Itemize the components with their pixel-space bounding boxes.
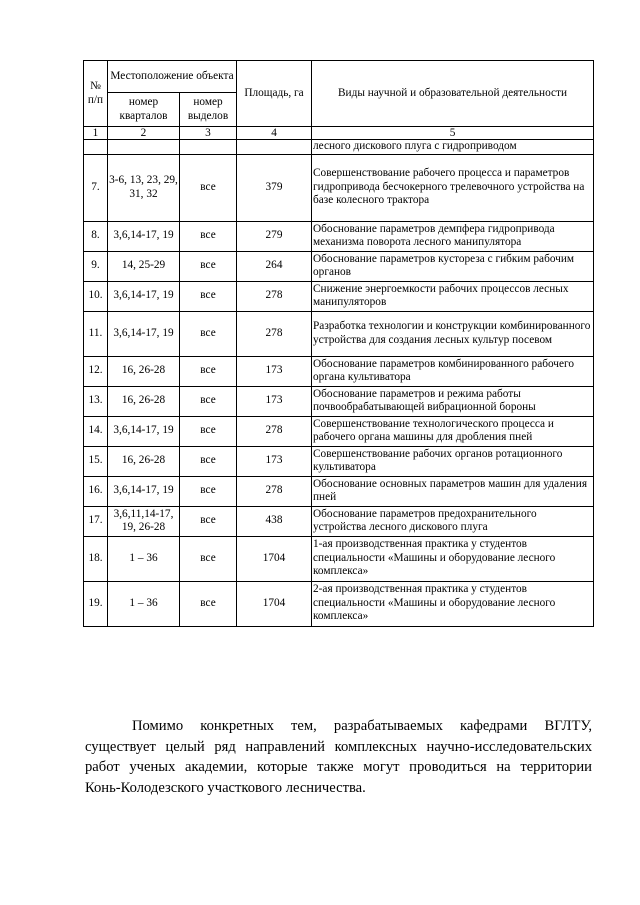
row-number: 8.	[84, 221, 108, 251]
row-plots: все	[180, 446, 237, 476]
row-plots: все	[180, 506, 237, 536]
row-quarters: 3,6,14-17, 19	[108, 416, 180, 446]
row-area: 264	[237, 251, 312, 281]
row-number: 12.	[84, 356, 108, 386]
row-activity: Обоснование параметров комбинированного рабочего органа культиватора	[312, 356, 594, 386]
table-row	[84, 154, 594, 221]
table-row	[84, 581, 594, 626]
row-area: 278	[237, 281, 312, 311]
empty-cell	[84, 140, 108, 155]
header-area: Площадь, га	[237, 61, 312, 127]
row-plots: все	[180, 281, 237, 311]
table-row	[84, 311, 594, 356]
row-activity: Совершенствование рабочих органов ротационного культиватора	[312, 446, 594, 476]
empty-cell	[108, 140, 180, 155]
table-row	[84, 476, 594, 506]
column-number: 3	[180, 127, 237, 140]
row-plots: все	[180, 221, 237, 251]
row-quarters: 16, 26-28	[108, 356, 180, 386]
row-quarters: 3,6,14-17, 19	[108, 281, 180, 311]
row-area: 278	[237, 476, 312, 506]
paragraph-line: Конь-Колодезского участкового лесничества.	[85, 779, 366, 796]
column-number: 5	[312, 127, 594, 140]
header-quarters: номер кварталов	[108, 93, 180, 127]
paragraph-line: существует целый ряд направлений комплексных научно-исследовательских	[85, 738, 592, 755]
table-row	[84, 281, 594, 311]
row-plots: все	[180, 581, 237, 626]
row-area: 173	[237, 446, 312, 476]
table-row	[84, 506, 594, 536]
row-area: 1704	[237, 581, 312, 626]
body-paragraph	[85, 716, 592, 798]
row-number: 7.	[84, 154, 108, 221]
row-activity: Разработка технологии и конструкции комбинированного устройства для создания лесных культур посевом	[312, 311, 594, 356]
column-number: 4	[237, 127, 312, 140]
table-header	[84, 61, 594, 140]
paragraph-line: работ ученых академии, которые также могут проводиться на территории	[85, 759, 592, 775]
row-number: 14.	[84, 416, 108, 446]
row-quarters: 3,6,14-17, 19	[108, 311, 180, 356]
row-quarters: 14, 25-29	[108, 251, 180, 281]
continuation-activity: лесного дискового плуга с гидроприводом	[312, 140, 594, 155]
row-number: 15.	[84, 446, 108, 476]
row-plots: все	[180, 356, 237, 386]
table-row	[84, 416, 594, 446]
row-activity: Обоснование параметров демпфера гидропривода механизма поворота лесного манипулятора	[312, 221, 594, 251]
row-activity: Совершенствование рабочего процесса и параметров гидропривода бесчокерного трелевочного устройства на базе колесного трактора	[312, 154, 594, 221]
row-plots: все	[180, 154, 237, 221]
row-area: 173	[237, 386, 312, 416]
row-plots: все	[180, 476, 237, 506]
table-row	[84, 356, 594, 386]
table-body	[84, 140, 594, 627]
row-area: 279	[237, 221, 312, 251]
table-row	[84, 536, 594, 581]
table-row	[84, 251, 594, 281]
row-quarters: 1 – 36	[108, 581, 180, 626]
row-number: 11.	[84, 311, 108, 356]
row-area: 379	[237, 154, 312, 221]
row-activity: Обоснование параметров и режима работы почвообрабатывающей вибрационной бороны	[312, 386, 594, 416]
row-plots: все	[180, 536, 237, 581]
row-area: 278	[237, 311, 312, 356]
row-quarters: 3,6,11,14-17, 19, 26-28	[108, 506, 180, 536]
row-plots: все	[180, 311, 237, 356]
row-activity: Обоснование параметров предохранительного устройства лесного дискового плуга	[312, 506, 594, 536]
row-activity: Совершенствование технологического процесса и рабочего органа машины для дробления пней	[312, 416, 594, 446]
table-row	[84, 221, 594, 251]
row-activity: 1-ая производственная практика у студентов специальности «Машины и оборудование лесного комплекса»	[312, 536, 594, 581]
row-quarters: 3,6,14-17, 19	[108, 476, 180, 506]
row-activity: Обоснование основных параметров машин для удаления пней	[312, 476, 594, 506]
row-plots: все	[180, 251, 237, 281]
research-table	[83, 60, 594, 627]
column-number: 1	[84, 127, 108, 140]
row-area: 438	[237, 506, 312, 536]
row-number: 13.	[84, 386, 108, 416]
paragraph-line: Помимо конкретных тем, разрабатываемых кафедрами ВГЛТУ,	[132, 718, 592, 734]
column-number-row	[84, 127, 594, 140]
row-number: 10.	[84, 281, 108, 311]
header-number: № п/п	[84, 61, 108, 127]
row-activity: Снижение энергоемкости рабочих процессов лесных манипуляторов	[312, 281, 594, 311]
row-activity: Обоснование параметров кустореза с гибким рабочим органов	[312, 251, 594, 281]
table-row	[84, 386, 594, 416]
row-quarters: 3-6, 13, 23, 29, 31, 32	[108, 154, 180, 221]
header-plots: номер выделов	[180, 93, 237, 127]
row-area: 278	[237, 416, 312, 446]
empty-cell	[180, 140, 237, 155]
continuation-row	[84, 140, 594, 155]
row-number: 16.	[84, 476, 108, 506]
column-number: 2	[108, 127, 180, 140]
row-activity: 2-ая производственная практика у студентов специальности «Машины и оборудование лесного комплекса»	[312, 581, 594, 626]
row-quarters: 16, 26-28	[108, 446, 180, 476]
empty-cell	[237, 140, 312, 155]
header-row-top	[84, 61, 594, 93]
row-area: 173	[237, 356, 312, 386]
row-area: 1704	[237, 536, 312, 581]
header-location: Местоположение объекта	[108, 61, 237, 93]
row-number: 18.	[84, 536, 108, 581]
header-activity: Виды научной и образовательной деятельности	[312, 61, 594, 127]
row-quarters: 1 – 36	[108, 536, 180, 581]
row-number: 17.	[84, 506, 108, 536]
row-plots: все	[180, 416, 237, 446]
row-quarters: 16, 26-28	[108, 386, 180, 416]
row-number: 19.	[84, 581, 108, 626]
row-quarters: 3,6,14-17, 19	[108, 221, 180, 251]
table-row	[84, 446, 594, 476]
row-number: 9.	[84, 251, 108, 281]
row-plots: все	[180, 386, 237, 416]
